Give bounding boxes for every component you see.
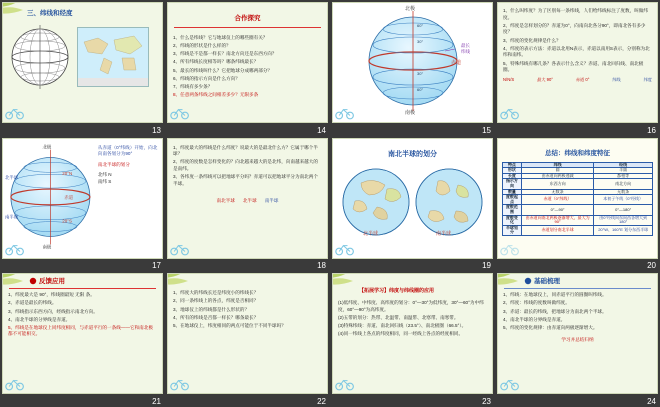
list-item: (3)特殊纬线：赤道、南北回归线（23.5°）、南北极圈（66.5°）。 — [338, 323, 467, 329]
label-south: 南纬 S — [97, 178, 112, 184]
table-cell: 半圆 — [594, 168, 653, 174]
list-item: 3、纬度的变化规律是什么？ — [503, 37, 561, 43]
page-title: 总结：纬线和纬度特征 — [545, 149, 610, 157]
table-cell: 由赤道向两极递减 — [521, 173, 593, 179]
svg-text:最长: 最长 — [461, 43, 470, 48]
bicycle-icon — [5, 242, 25, 256]
list-item: (2)五带的划分：热带、北温带、南温带、北寒带、南寒带。 — [338, 315, 459, 320]
leaf-decoration-icon — [167, 273, 202, 296]
table-row — [503, 215, 653, 225]
question-list — [503, 8, 652, 74]
table-cell: 半球划分 — [503, 225, 522, 235]
list-item: 5、特殊纬线有哪几条？各表示什么含义？赤道、南北回归线、南北极圈。 — [503, 60, 644, 73]
slide-23[interactable] — [332, 273, 493, 394]
globe-diagram — [3, 21, 77, 93]
page-title: 合作探究 — [234, 15, 261, 22]
list-item: 4、所有的纬线是否都一样长？哪条最长？ — [173, 314, 259, 320]
slide-cell-15[interactable] — [330, 0, 495, 136]
list-item: 3、纬线指示东西方向，经线指示南北方向。 — [8, 308, 98, 314]
svg-text:20°S: 20°S — [62, 218, 72, 224]
svg-text:60°: 60° — [417, 87, 424, 92]
bicycle-icon — [500, 377, 520, 391]
slide-cell-24[interactable] — [495, 271, 660, 407]
list-item: 1、纬线：在地球仪上，同赤道平行的圆圈叫纬线。 — [503, 292, 607, 298]
table-cell: 指示方向 — [503, 179, 522, 189]
question-list — [173, 145, 322, 188]
list-item: (1)低纬度、中纬度、高纬度的划分：0°—30°为低纬度，30°—60°为中纬度，60°—90°为高纬度。 — [338, 300, 484, 312]
list-item: 1、纬度最大的纬线是什么纬度？说最大的是最北什么方？它属于哪个半球？ — [173, 144, 318, 157]
table-cell: 0°—180° — [594, 205, 653, 215]
table-cell: 赤道划分南北半球 — [521, 225, 593, 235]
table-cell: 度数起点 — [503, 195, 522, 205]
footer-chip: N/N/S — [503, 76, 515, 82]
bicycle-icon — [170, 377, 190, 391]
page-number: 14 — [317, 125, 326, 135]
slide-20[interactable] — [497, 138, 658, 259]
list-item: (4)同一纬线上各点的纬度相同，同一经线上各点的经度相同。 — [338, 331, 464, 337]
table-cell: 0°—90° — [521, 205, 593, 215]
table-row — [503, 225, 653, 235]
answer-chip: 南半球 — [264, 197, 279, 203]
leaf-decoration-icon — [2, 2, 37, 25]
list-item: 3、赤道：最长的纬线，把地球分为南北两个半球。 — [503, 308, 607, 314]
slide-cell-16[interactable] — [495, 0, 660, 136]
page-number: 13 — [152, 125, 161, 135]
table-cell: 圆 — [521, 168, 593, 174]
table-cell: 长度 — [503, 173, 522, 179]
slide-cell-18[interactable] — [165, 136, 330, 272]
bicycle-icon — [170, 106, 190, 120]
table-cell: 无数条 — [594, 189, 653, 195]
list-item: 6、纬线的指示方向是什么方向？ — [173, 75, 240, 81]
svg-text:20°N: 20°N — [62, 170, 73, 176]
table-row — [503, 179, 653, 189]
table-cell: 度数变化 — [503, 215, 522, 225]
page-number: 20 — [647, 261, 656, 271]
table-row — [503, 205, 653, 215]
table-header-cell: 经线 — [594, 162, 653, 168]
list-item: 3、纬线是不是都一样长？南北方向还是东西方向？ — [173, 51, 277, 57]
answer-chip: 南北半球 — [216, 197, 235, 203]
svg-text:北极: 北极 — [405, 6, 416, 12]
list-item: 8、任意两条纬线之间相差多少？无限多条 — [173, 92, 259, 98]
slide-18[interactable] — [167, 138, 328, 259]
slide-22[interactable] — [167, 273, 328, 394]
slide-cell-22[interactable] — [165, 271, 330, 407]
bicycle-icon — [5, 377, 25, 391]
slide-24[interactable] — [497, 273, 658, 394]
footer-chip: 纬度 — [643, 76, 652, 82]
list-item: 5、最长的纬线叫什么？它把地球分成哪两部分？ — [173, 67, 273, 73]
table-cell: 无数条 — [521, 189, 593, 195]
page-number: 15 — [482, 125, 491, 135]
list-item: 3、各纬度一条纬线可以把地球平分吗？赤道可以把地球平分为南北两个半球。 — [173, 174, 318, 186]
svg-text:赤道: 赤道 — [64, 194, 74, 200]
slide-cell-14[interactable] — [165, 0, 330, 136]
slide-cell-13[interactable] — [0, 0, 165, 136]
svg-text:北半球: 北半球 — [363, 230, 379, 237]
table-cell: 赤道（0°纬线） — [521, 195, 593, 205]
table-row — [503, 195, 653, 205]
table-cell: 由0°经线向东向西各增大到180° — [594, 215, 653, 225]
list-item: 4、南北半球的分界线是赤道。 — [8, 316, 71, 322]
page-number: 23 — [482, 396, 491, 406]
svg-text:北极: 北极 — [42, 144, 52, 150]
svg-text:南极: 南极 — [405, 110, 416, 115]
table-cell: 由赤道向南北两极逐渐增大，最大为90° — [521, 215, 593, 225]
label-north: 北纬 N — [97, 172, 112, 178]
page-title: 【拓展学习】纬度与纬线圈的应用 — [359, 288, 435, 295]
slide-16[interactable] — [497, 2, 658, 123]
table-cell: 东西方向 — [521, 179, 593, 189]
question-list — [173, 35, 322, 99]
globe-latitude-diagram — [333, 3, 493, 115]
question-list — [8, 292, 157, 338]
bicycle-icon — [335, 106, 355, 120]
list-item: 1、纬度大的纬线长还是纬度小的纬线长？ — [173, 290, 259, 296]
page-title: 三、纬线和经度 — [27, 10, 73, 17]
slide-17[interactable] — [2, 138, 163, 259]
bicycle-icon — [500, 106, 520, 120]
hemisphere-map-south — [414, 167, 484, 237]
bicycle-icon — [500, 242, 520, 256]
bicycle-icon — [170, 242, 190, 256]
page-title: 基础梳理 — [534, 278, 560, 286]
page-number: 24 — [647, 396, 656, 406]
list-item: 7、纬线有多少条？ — [173, 83, 213, 89]
bicycle-icon — [5, 106, 25, 120]
answer-chip: 北半球 — [242, 197, 257, 203]
note-text: 从赤道（0°纬线）开始，向北向南各划分为90° — [97, 144, 158, 157]
bicycle-icon — [335, 377, 355, 391]
leaf-decoration-icon — [332, 273, 367, 296]
page-number: 22 — [317, 396, 326, 406]
page-number: 16 — [647, 125, 656, 135]
slide-15[interactable] — [332, 2, 493, 123]
svg-text:60°: 60° — [417, 23, 424, 28]
table-header-cell: 纬线 — [521, 162, 593, 168]
list-item: 2、同一条纬线上的各点，纬度是否相同？ — [173, 298, 259, 304]
slide-cell-17[interactable] — [0, 136, 165, 272]
slide-13[interactable] — [2, 2, 163, 123]
note-title: 南北半球的划分 — [97, 162, 130, 168]
svg-text:30°: 30° — [417, 71, 424, 76]
list-item: 1、什么叫纬度？为了区别每一条纬线，人们给纬线标注了度数，叫做纬度。 — [503, 8, 648, 20]
table-cell: 南北方向 — [594, 179, 653, 189]
world-map-thumbnail — [77, 27, 149, 87]
svg-text:北半球: 北半球 — [4, 174, 19, 180]
list-item: 3、地球仪上的纬线都是什么形状的？ — [173, 306, 250, 312]
svg-text:南半球: 南半球 — [4, 214, 19, 220]
slide-cell-21[interactable] — [0, 271, 165, 407]
table-header-cell: 特点 — [503, 162, 522, 168]
list-item: 5、纬线是在地球仪上同纬度相同，与赤道平行的一条线——它和南北极都不可能相交。 — [8, 324, 153, 337]
page-number: 17 — [152, 261, 161, 271]
question-list — [503, 292, 652, 331]
footer-chip: 赤道 0° — [575, 76, 590, 82]
footer-note: 学习并总结归纳 — [561, 337, 594, 343]
footer-chip: 最大 90° — [537, 76, 553, 82]
table-cell: 20°W、160°E 划分东西半球 — [594, 225, 653, 235]
page-title: 反馈应用 — [39, 278, 65, 286]
list-item: 4、南北半球的分界线是赤道。 — [503, 316, 566, 322]
svg-text:30°: 30° — [417, 39, 424, 44]
footer-chip: 纬线 — [612, 76, 621, 82]
table-cell: 数量 — [503, 189, 522, 195]
list-item: 2、纬线的形状是什么样的？ — [173, 43, 231, 49]
slide-19[interactable] — [332, 138, 493, 259]
list-item: 4、纬度的表示方法：赤道以北用N表示，赤道以南用S表示，分别称为北纬和南纬。 — [503, 45, 650, 58]
list-item: 1、什么是纬线？它与地球仪上的哪些圈有关？ — [173, 35, 268, 40]
table-cell: 形状 — [503, 168, 522, 174]
globe-hemisphere-diagram — [3, 139, 98, 251]
list-item: 5、纬度的变化规律：由赤道向两极逐渐增大。 — [503, 324, 598, 330]
summary-table — [502, 162, 653, 236]
svg-text:南半球: 南半球 — [436, 230, 452, 237]
svg-text:南极: 南极 — [42, 243, 52, 249]
list-item: 2、赤道是最长的纬线。 — [8, 300, 57, 306]
slide-cell-19[interactable] — [330, 136, 495, 272]
list-item: 2、纬度是怎样划分的？赤道为0°，向南向北各分90°，即南北各有多少度？ — [503, 22, 646, 35]
bicycle-icon — [335, 242, 355, 256]
leaf-decoration-icon — [497, 273, 532, 296]
table-cell: 本初子午线（0°经线） — [594, 195, 653, 205]
slide-cell-23[interactable] — [330, 271, 495, 407]
list-item: 5、在地球仪上，纬度相同的两点可能位于不同半球吗？ — [173, 322, 286, 328]
leaf-decoration-icon — [2, 273, 37, 296]
list-item: 2、纬度：纬线的度数叫做纬度。 — [503, 300, 570, 306]
slide-cell-20[interactable] — [495, 136, 660, 272]
page-title: 南北半球的划分 — [388, 150, 437, 158]
page-number: 21 — [152, 396, 161, 406]
svg-text:纬线: 纬线 — [461, 49, 470, 54]
list-item: 2、纬度的度数是怎样变化的？向北越来越大的是北纬，向南越来越大的是南纬。 — [173, 159, 318, 172]
slide-14[interactable] — [167, 2, 328, 123]
question-list — [338, 300, 487, 338]
hemisphere-map-north — [341, 167, 411, 237]
list-item: 1、纬度最大是 90°，纬线圈最短 无限 条。 — [8, 292, 95, 298]
table-cell: 都相等 — [594, 173, 653, 179]
page-number: 18 — [317, 261, 326, 271]
svg-text:赤道: 赤道 — [451, 60, 462, 66]
table-cell: 度数范围 — [503, 205, 522, 215]
slide-21[interactable] — [2, 273, 163, 394]
page-number: 19 — [482, 261, 491, 271]
list-item: 4、所有纬线长度相等吗？哪条纬线最长？ — [173, 59, 259, 65]
